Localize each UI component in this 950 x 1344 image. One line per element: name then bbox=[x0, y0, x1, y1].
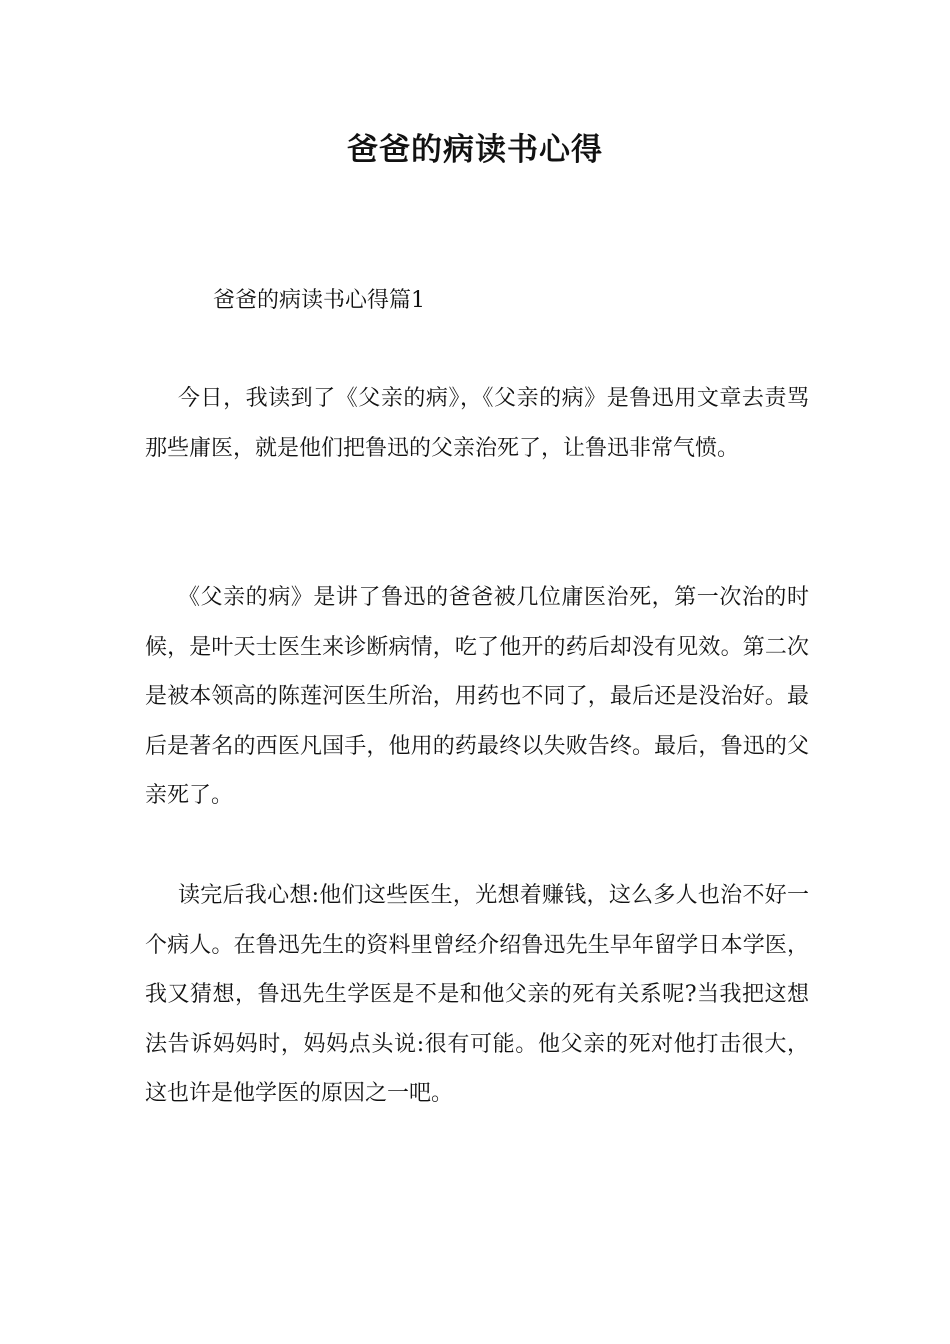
paragraph-1: 今日，我读到了《父亲的病》，《父亲的病》是鲁迅用文章去责骂那些庸医，就是他们把鲁迅的父亲治死了，让鲁迅非常气愤。 bbox=[145, 386, 809, 461]
document-title: 爸爸的病读书心得 bbox=[347, 132, 603, 168]
paragraph-3: 读完后我心想:他们这些医生，光想着赚钱，这么多人也治不好一个病人。在鲁迅先生的资料里曾经介绍鲁迅先生早年留学日本学医， 我又猜想，鲁迅先生学医是不是和他父亲的死有关系呢?当我把这想法告诉妈妈时，妈妈点头说:很有可能。他父亲的死对他打击很大，这也许是他学医的原因之一吧。 bbox=[145, 883, 809, 1106]
paragraph-2: 《父亲的病》是讲了鲁迅的爸爸被几位庸医治死，第一次治的时候，是叶天士医生来诊断病情，吃了他开的药后却没有见效。第二次是被本领高的陈莲河医生所治，用药也不同了，最后还是没治好。最后是著名的西医凡国手，他用的药最终以失败告终。最后，鲁迅的父亲死了。 bbox=[145, 585, 809, 808]
section-heading: 爸爸的病读书心得篇1 bbox=[213, 288, 425, 313]
